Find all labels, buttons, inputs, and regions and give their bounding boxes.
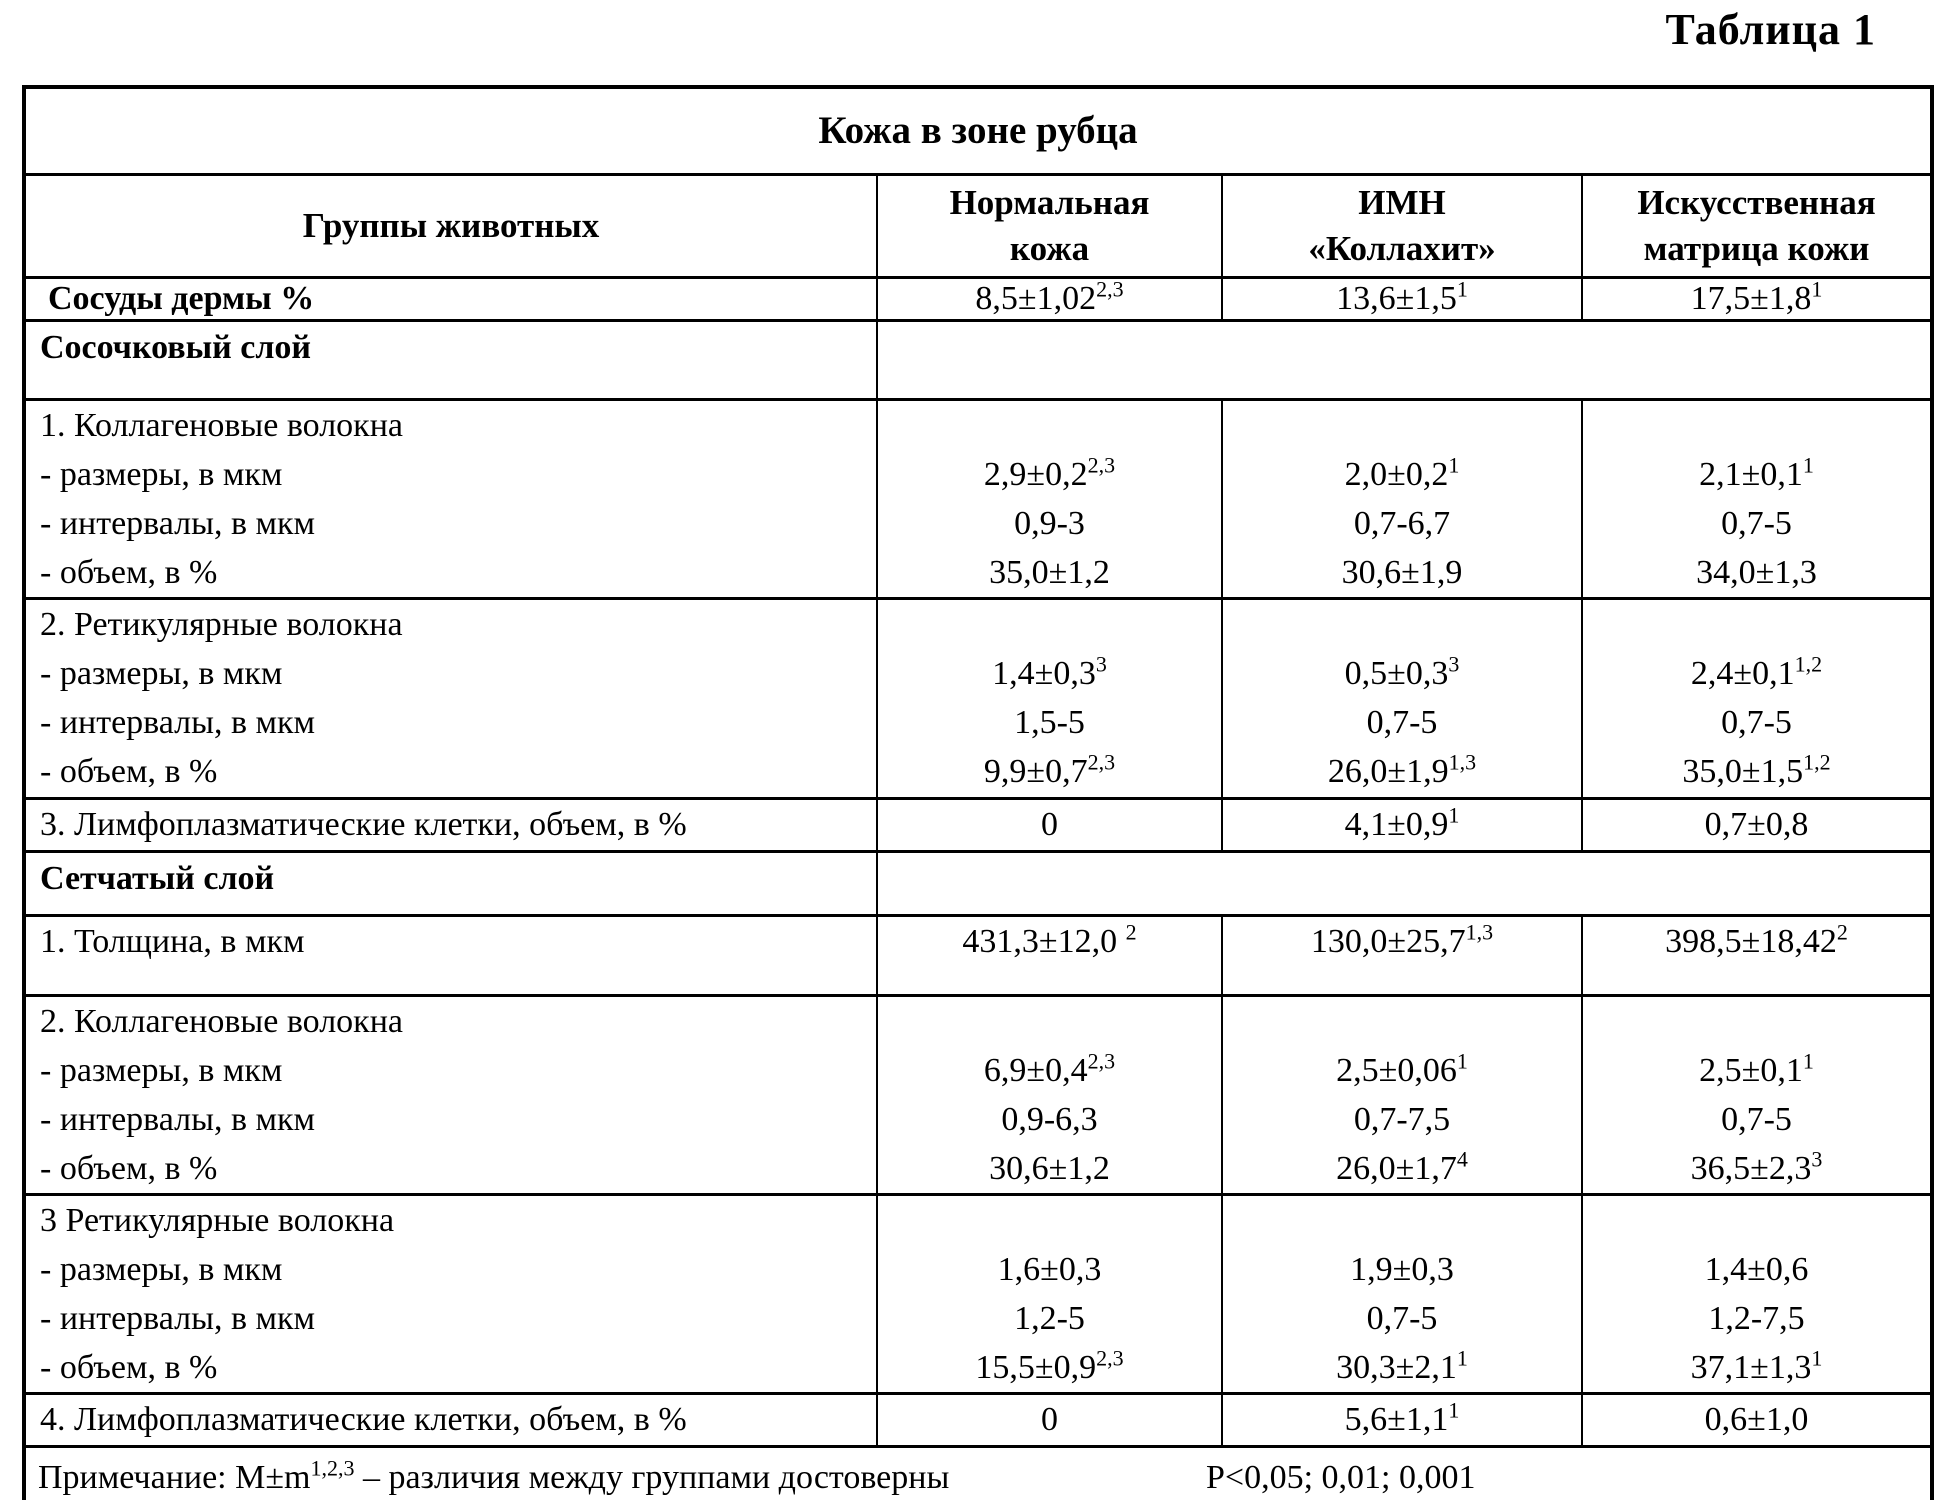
cell-value: 0 <box>877 1393 1222 1446</box>
cell-value: $2,5\pm 0,1^1$ <box>1699 1048 1814 1089</box>
empty-line <box>878 401 1221 450</box>
cell-value: 1,4±0,6 <box>1704 1250 1809 1288</box>
cell-value: 0,7-5 <box>1721 1100 1792 1138</box>
cell-value: $26,0\pm 1,7^4$ <box>1336 1146 1468 1187</box>
cell-value: 1,5-5 <box>1014 703 1085 741</box>
cell-value: $4,1\pm 0,9^1$ <box>1222 798 1582 851</box>
column-header-groups: Группы животных <box>24 174 877 277</box>
cell-value: $2,1\pm 0,1^1$ <box>1699 452 1814 493</box>
column-header-artificial-matrix: Искусственная матрица кожи <box>1582 174 1932 277</box>
block-label-cell <box>24 1194 877 1393</box>
empty-line <box>1223 1196 1581 1245</box>
block-subrow-label: - объем, в % <box>40 1149 218 1187</box>
cell-value: 0,7-5 <box>1366 703 1438 741</box>
data-table <box>22 85 1934 1500</box>
cell-value: $8,5\pm 1,02^{2,3}$ <box>877 277 1222 320</box>
block-subrow-label: - интервалы, в мкм <box>40 703 316 741</box>
table-row-vessels <box>24 277 1932 320</box>
cell-value: 30,6±1,9 <box>1341 553 1463 591</box>
section-empty-cell <box>877 851 1932 915</box>
block-subrow-label: - размеры, в мкм <box>40 1051 283 1089</box>
cell-value: 0,9-6,3 <box>1001 1100 1098 1138</box>
section-label: Сосочковый слой <box>24 320 877 399</box>
cell-value: $2,5\pm 0,06^1$ <box>1336 1048 1468 1089</box>
note-text: – различия между группами достоверны <box>354 1458 950 1496</box>
column-header-imn-kollahit: ИМН «Коллахит» <box>1222 174 1582 277</box>
row-label: 4. Лимфоплазматические клетки, объем, в % <box>24 1393 877 1446</box>
block-subrow-label: - интервалы, в мкм <box>40 504 316 542</box>
block-subrow-label: - объем, в % <box>40 553 218 591</box>
table-caption: Таблица 1 <box>1665 5 1876 54</box>
block-values-cell <box>877 995 1222 1194</box>
row-label: Сосуды дермы % <box>24 277 877 320</box>
block-subrow-label: - объем, в % <box>40 752 218 790</box>
section-row-reticular <box>24 851 1932 915</box>
cell-value: $15,5\pm 0,9^{2,3}$ <box>975 1345 1124 1386</box>
empty-line <box>1583 401 1930 450</box>
cell-value: $13,6\pm 1,5^1$ <box>1222 277 1582 320</box>
cell-value: 0 <box>877 798 1222 851</box>
cell-value: 30,6±1,2 <box>989 1149 1110 1187</box>
note-superscript: 1,2,3 <box>310 1455 355 1481</box>
empty-line <box>878 600 1221 649</box>
cell-value: 1,9±0,3 <box>1350 1250 1454 1288</box>
empty-line <box>1583 600 1930 649</box>
cell-value: 0,9-3 <box>1014 504 1085 542</box>
cell-value: 0,7-5 <box>1366 1299 1438 1337</box>
empty-line <box>878 1196 1221 1245</box>
table-row <box>24 87 1932 174</box>
block-values-cell <box>877 598 1222 798</box>
block-subrow-label: - интервалы, в мкм <box>40 1100 316 1138</box>
block-title: 1. Коллагеновые волокна <box>40 406 403 444</box>
note-prefix: Примечание: М±m <box>38 1458 311 1496</box>
cell-value: 0,6±1,0 <box>1582 1393 1932 1446</box>
section-label: Сетчатый слой <box>24 851 877 915</box>
cell-value: 0,7-5 <box>1721 504 1792 542</box>
table-row-thickness <box>24 915 1932 995</box>
cell-value: 35,0±1,2 <box>989 553 1110 591</box>
cell-value: $36,5\pm 2,3^3$ <box>1690 1146 1823 1187</box>
column-header-normal-skin: Нормальная кожа <box>877 174 1222 277</box>
note-cell <box>24 1446 1932 1500</box>
cell-value: $30,3\pm 2,1^1$ <box>1336 1345 1468 1386</box>
cell-value: $37,1\pm 1,3^1$ <box>1690 1345 1823 1386</box>
block-title: 2. Коллагеновые волокна <box>40 1002 403 1040</box>
empty-line <box>1223 401 1581 450</box>
block-values-cell <box>1582 399 1932 598</box>
cell-value: 0,7-6,7 <box>1353 504 1451 542</box>
block-values-cell <box>1582 995 1932 1194</box>
cell-value: $9,9\pm 0,7^{2,3}$ <box>983 749 1116 790</box>
block-row-papillary-collagen <box>24 399 1932 598</box>
block-label-cell <box>24 399 877 598</box>
cell-value: $2,9\pm 0,2^{2,3}$ <box>983 452 1116 493</box>
block-values-cell <box>1222 1194 1582 1393</box>
cell-value: 0,7±0,8 <box>1582 798 1932 851</box>
cell-value: $26,0\pm 1,9^{1,3}$ <box>1327 749 1477 790</box>
block-row-reticular-reticular <box>24 1194 1932 1393</box>
cell-value: $130,0\pm 25,7^{1,3}$ <box>1222 915 1582 995</box>
cell-value: 1,2-7,5 <box>1708 1299 1805 1337</box>
table-row-reticular-lymph <box>24 1393 1932 1446</box>
note-p-values: Р<0,05; 0,01; 0,001 <box>1206 1458 1476 1496</box>
cell-value: $6,9\pm 0,4^{2,3}$ <box>983 1048 1116 1089</box>
cell-value: $5,6\pm 1,1^1$ <box>1222 1393 1582 1446</box>
cell-value: 1,6±0,3 <box>997 1250 1102 1288</box>
empty-line <box>1223 997 1581 1046</box>
cell-value: 34,0±1,3 <box>1696 553 1817 591</box>
block-title: 2. Ретикулярные волокна <box>40 605 403 643</box>
cell-value: $2,0\pm 0,2^1$ <box>1344 452 1460 493</box>
section-row-papillary <box>24 320 1932 399</box>
cell-value: $35,0\pm 1,5^{1,2}$ <box>1682 749 1831 790</box>
empty-line <box>1583 997 1930 1046</box>
block-values-cell <box>877 399 1222 598</box>
block-subrow-label: - размеры, в мкм <box>40 1250 283 1288</box>
block-label-cell <box>24 598 877 798</box>
block-subrow-label: - размеры, в мкм <box>40 654 283 692</box>
cell-value: 1,2-5 <box>1014 1299 1085 1337</box>
block-row-reticular-collagen <box>24 995 1932 1194</box>
table-note-row <box>24 1446 1932 1500</box>
block-values-cell <box>1582 598 1932 798</box>
cell-value: $17,5\pm 1,8^1$ <box>1582 277 1932 320</box>
row-label: 1. Толщина, в мкм <box>24 915 877 995</box>
cell-value: 431,3±12,0 $^2$ <box>877 915 1222 995</box>
block-values-cell <box>1582 1194 1932 1393</box>
block-values-cell <box>1222 995 1582 1194</box>
empty-line <box>878 997 1221 1046</box>
section-empty-cell <box>877 320 1932 399</box>
block-subrow-label: - размеры, в мкм <box>40 455 283 493</box>
block-label-cell <box>24 995 877 1194</box>
empty-line <box>1583 1196 1930 1245</box>
block-values-cell <box>1222 598 1582 798</box>
table-header-row <box>24 174 1932 277</box>
cell-value: 0,7-5 <box>1721 703 1792 741</box>
cell-value: 0,7-7,5 <box>1353 1100 1451 1138</box>
table-row-papillary-lymph <box>24 798 1932 851</box>
table-span-header: Кожа в зоне рубца <box>24 87 1932 174</box>
block-subrow-label: - объем, в % <box>40 1348 218 1386</box>
cell-value: $398,5\pm 18,42^2$ <box>1582 915 1932 995</box>
cell-value: $0,5\pm 0,3^3$ <box>1344 651 1460 692</box>
block-row-papillary-reticular <box>24 598 1932 798</box>
block-values-cell <box>877 1194 1222 1393</box>
cell-value: $2,4\pm 0,1^{1,2}$ <box>1690 651 1823 692</box>
block-values-cell <box>1222 399 1582 598</box>
row-label: 3. Лимфоплазматические клетки, объем, в % <box>24 798 877 851</box>
block-subrow-label: - интервалы, в мкм <box>40 1299 316 1337</box>
block-title: 3 Ретикулярные волокна <box>40 1201 395 1239</box>
empty-line <box>1223 600 1581 649</box>
cell-value: $1,4\pm 0,3^3$ <box>992 651 1107 692</box>
